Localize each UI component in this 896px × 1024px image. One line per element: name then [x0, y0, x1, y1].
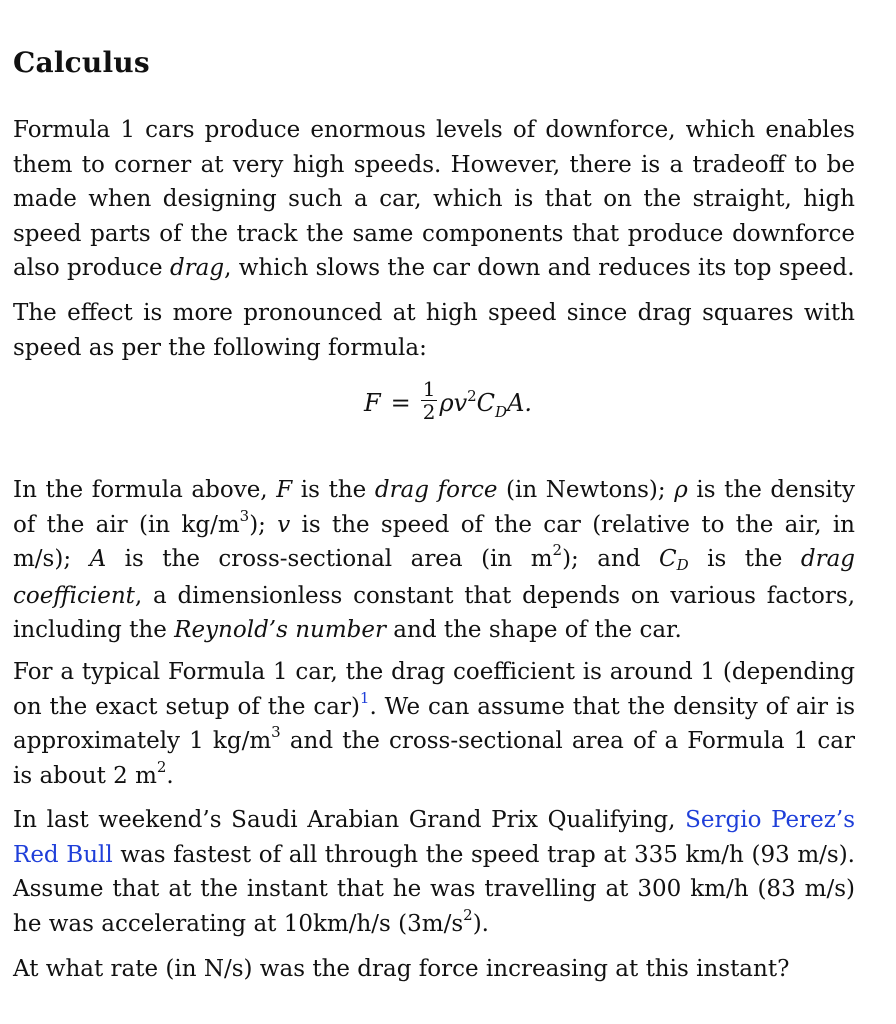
sergio-perez-link[interactable]: Sergio Perez’s Red Bull — [13, 807, 855, 868]
paragraph-assumptions: For a typical Formula 1 car, the drag coefficient is around 1 (depending on the exact setup of the car)$^1$. We can assume that the density of air is approximately 1 $kg/m^3$ and the cross-sectional area of a Formula 1 car is about 2 $m^2$. — [13, 659, 855, 789]
paragraph-intro: Formula 1 cars produce enormous levels of downforce, which enables them to corner at very high speeds. However, there is a tradeoff to be made when designing such a car, which is that on the straight, high speed parts of the track the same components that produce downforce also produce drag, which slows the car down and reduces its top speed. — [13, 117, 855, 281]
paragraph-formula-lead: The effect is more pronounced at high speed since drag squares with speed as per the following formula: — [13, 300, 855, 361]
section-heading: Calculus — [13, 46, 150, 79]
term-drag-coefficient: drag coefficient — [13, 546, 856, 609]
term-reynolds-number: Reynold’s number — [174, 617, 386, 643]
drag-formula: F = $\frac{1}{2}$ $\rho v^2C_DA$. — [363, 377, 533, 424]
footnote-link[interactable]: 1 — [359, 688, 370, 707]
paragraph-scenario: In last weekend’s Saudi Arabian Grand Prix Qualifying, Sergio Perez’s Red Bull was fastest of all through the speed trap at 335 km/h (93 m/s). Assume that at the instant that he was travelling at 300 km/h (83 m/s) he was accelerating at 10km/h/s $(3m/s^2)$. — [13, 807, 855, 937]
term-drag-force: drag force — [374, 477, 498, 503]
term-drag: drag — [169, 255, 225, 281]
paragraph-question: At what rate (in N/s) was the drag force increasing at this instant? — [13, 956, 790, 982]
fraction-half: $\frac{1}{2}$ — [422, 377, 436, 424]
paragraph-variables: In the formula above, F is the drag force (in Newtons); ρ is the density of the air (in $kg/m^3$); v is the speed of the car (relative to the air, in m/s); A is the cross-sectional area (in $m^2$); and CD is the drag coefficient, a dimensionless constant that depends on various factors, including the Reynold’s number and the shape of the car. — [13, 477, 856, 643]
